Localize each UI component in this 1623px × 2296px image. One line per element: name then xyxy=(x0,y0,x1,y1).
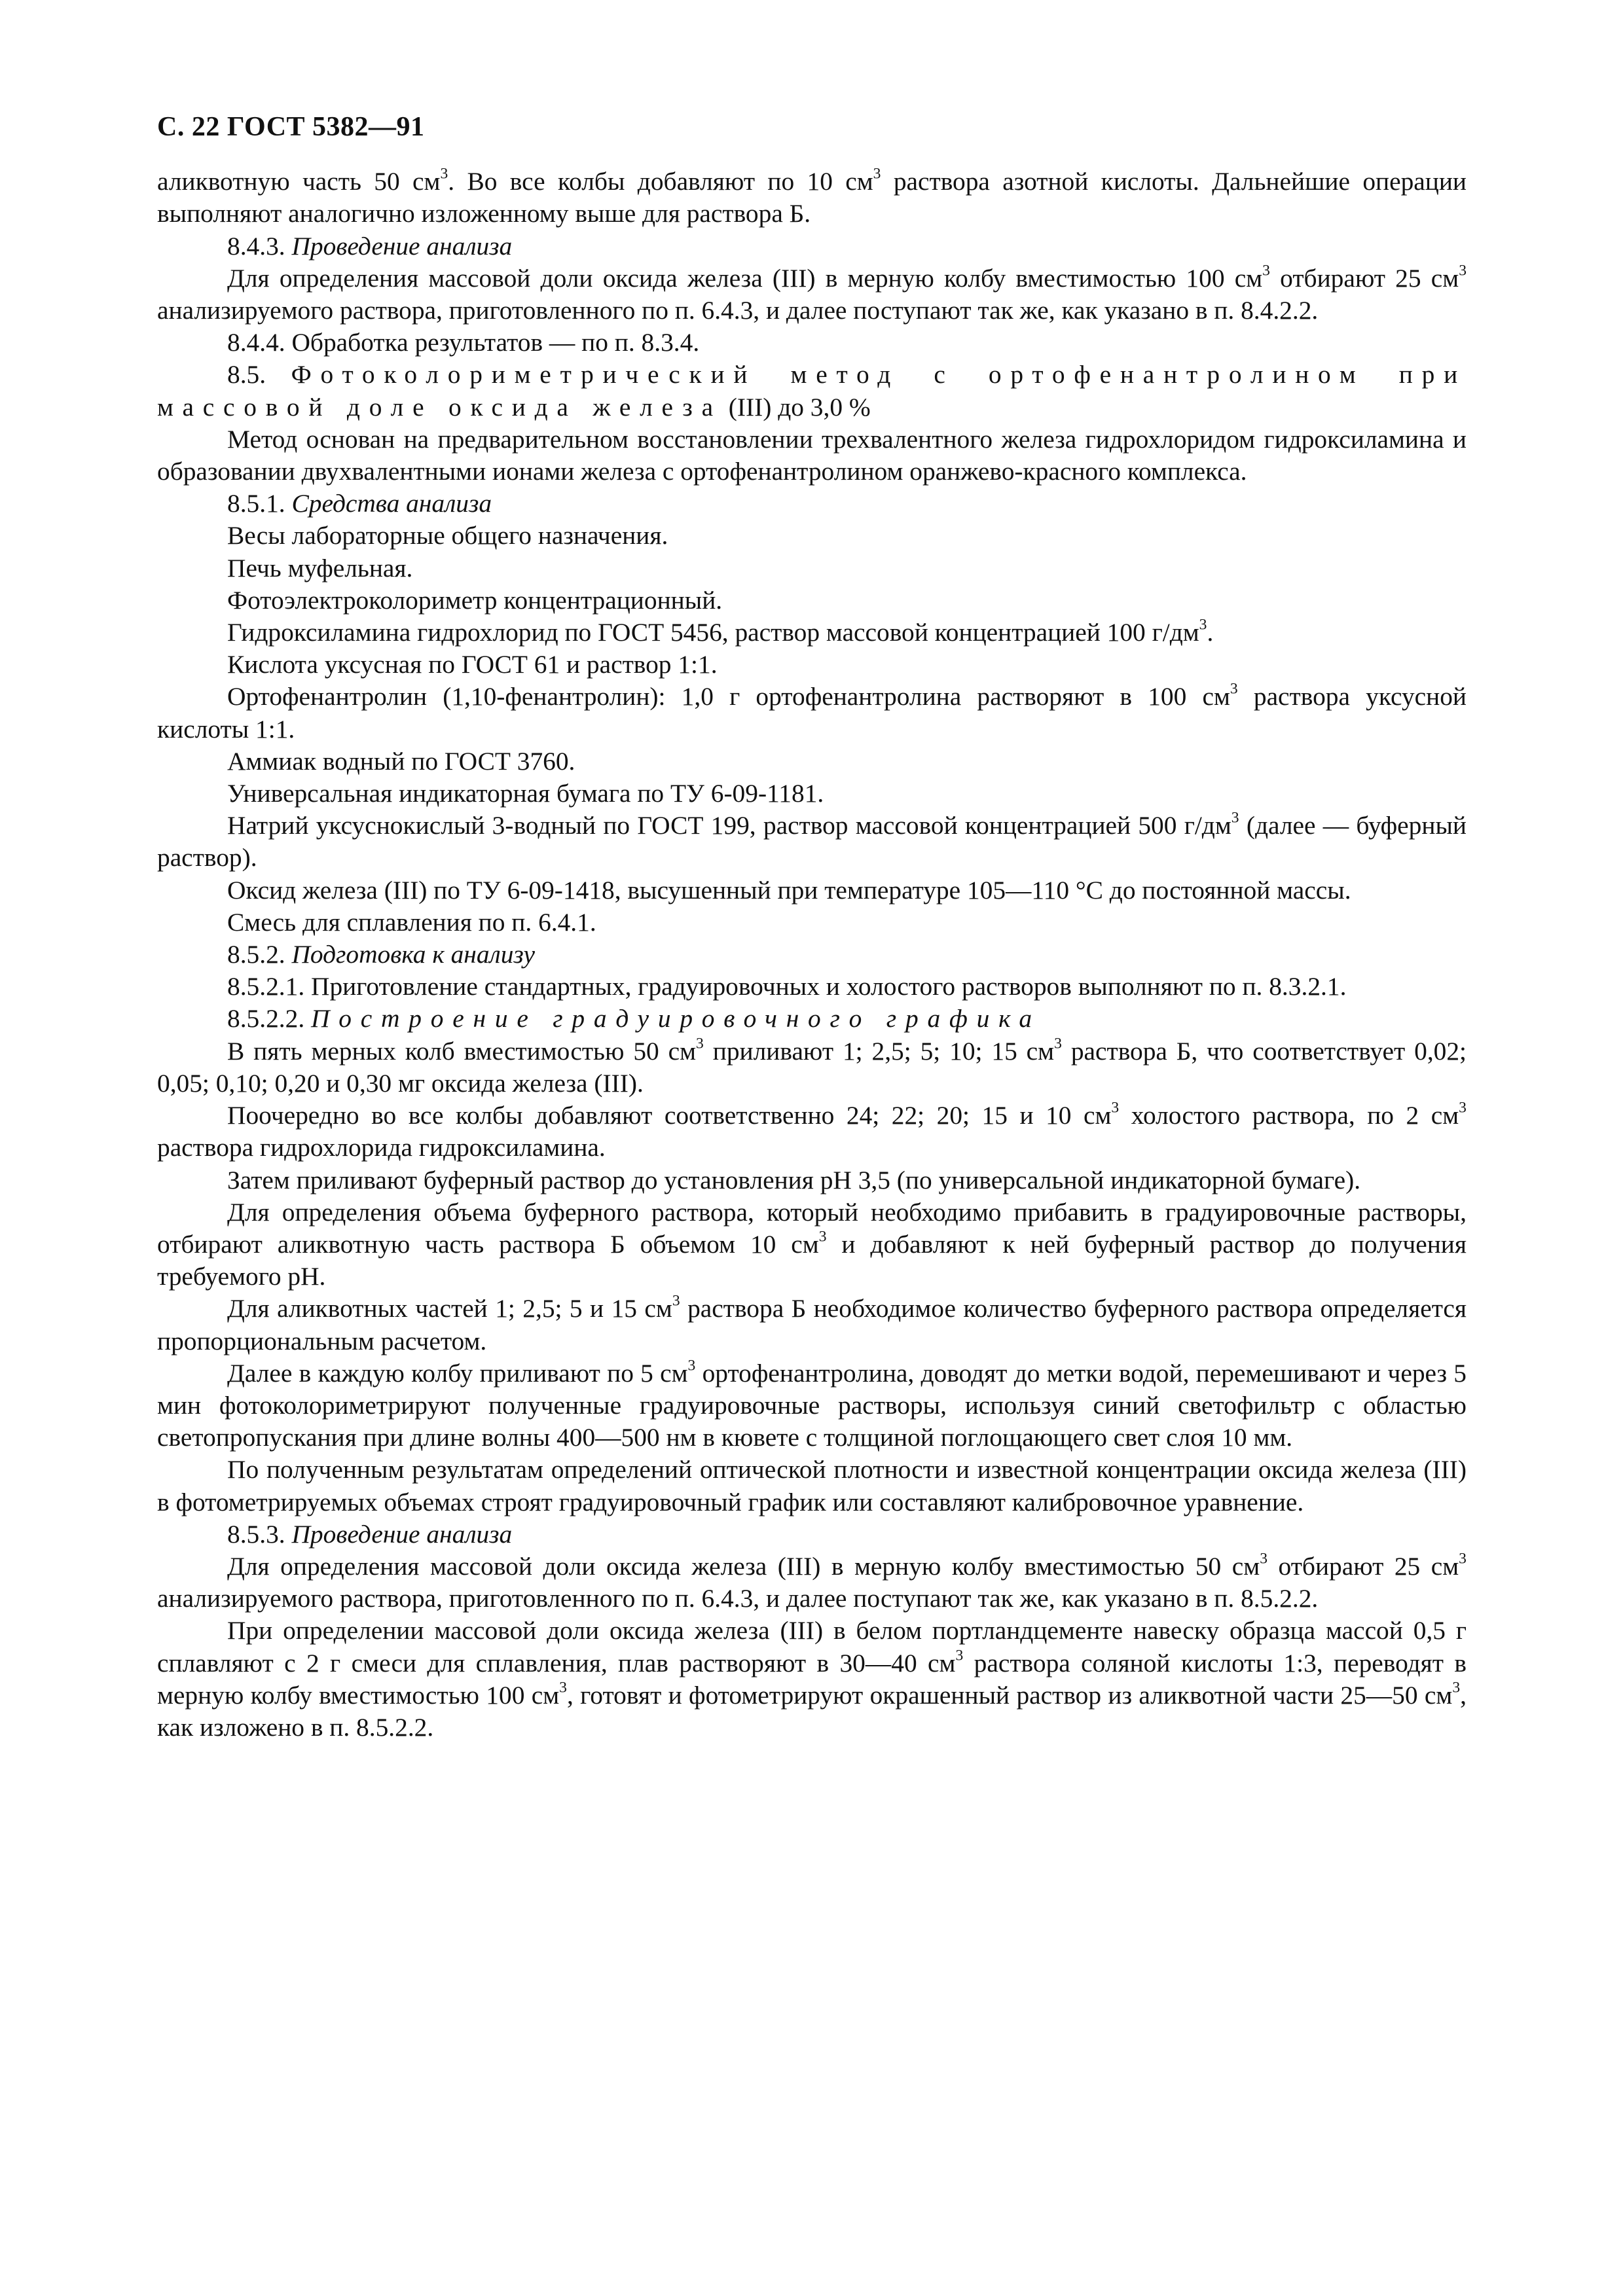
text-run: По полученным результатам определений оптической плотности и известной концентрации оксида железа (III) в фотометрируемых объемах строят градуировочный график или составляют калибровочное уравнение. xyxy=(157,1455,1467,1516)
text-run: аликвотную часть 50 см xyxy=(157,167,441,196)
paragraph xyxy=(157,745,1467,778)
superscript: 3 xyxy=(1230,680,1238,698)
superscript: 3 xyxy=(1111,1099,1120,1117)
italic-heading: Подготовка к анализу xyxy=(291,940,535,969)
paragraph xyxy=(157,1615,1467,1744)
text-run: 8.5.1. xyxy=(227,489,292,518)
text-run: 8.4.4. Обработка результатов — по п. 8.3.4. xyxy=(227,328,700,357)
text-run: 8.4.3. xyxy=(227,231,292,260)
text-run: Кислота уксусная по ГОСТ 61 и раствор 1:1. xyxy=(227,650,718,679)
superscript: 3 xyxy=(1459,1099,1467,1117)
text-run: анализируемого раствора, приготовленного по п. 6.4.3, и далее поступают так же, как указано в п. 8.4.2.2. xyxy=(157,296,1319,325)
superscript: 3 xyxy=(1260,1550,1267,1568)
paragraph xyxy=(157,681,1467,745)
text-run: Далее в каждую колбу приливают по 5 см xyxy=(227,1358,688,1388)
text-run: раствора гидрохлорида гидроксиламина. xyxy=(157,1133,606,1162)
text-run: 8.5.2.2. xyxy=(227,1004,312,1033)
superscript: 3 xyxy=(559,1679,567,1696)
spaced-italic-heading: Построение градуировочного графика xyxy=(311,1004,1041,1033)
document-page xyxy=(157,111,1467,1744)
text-run: Натрий уксуснокислый 3-водный по ГОСТ 199, раствор массовой концентрацией 500 г/дм xyxy=(227,811,1231,840)
text-run: ортофенантролина, доводят до метки водой, перемешивают и через 5 мин фотоколориметрируют полученные градуировочные растворы, используя синий светофильтр с областью светопропускания при длине волны 400—500 нм в кювете с толщиной поглощающего свет слоя 10 мм. xyxy=(157,1358,1467,1452)
text-run: и добавляют к ней буферный раствор до получения требуемого рН. xyxy=(157,1229,1467,1291)
paragraph xyxy=(157,906,1467,939)
text-run: отбирают 25 см xyxy=(1267,1551,1459,1581)
text-run: Весы лабораторные общего назначения. xyxy=(227,521,668,550)
spaced-heading: Фотоколориметрический метод с ортофенантролином при массовой доле оксида железа xyxy=(157,360,1467,422)
text-run: Аммиак водный по ГОСТ 3760. xyxy=(227,746,575,776)
paragraph xyxy=(157,230,1467,262)
text-run: Метод основан на предварительном восстановлении трехвалентного железа гидрохлоридом гидроксиламина и образовании двухвалентными ионами железа с ортофенантролином оранжево-красного комплекса. xyxy=(157,424,1467,486)
paragraph xyxy=(157,810,1467,874)
text-run: холостого раствора, по 2 см xyxy=(1119,1101,1459,1130)
text-run: Гидроксиламина гидрохлорид по ГОСТ 5456, раствор массовой концентрацией 100 г/дм xyxy=(227,618,1199,647)
page-header: С. 22 ГОСТ 5382—91 xyxy=(157,112,425,142)
paragraph xyxy=(157,874,1467,906)
paragraph xyxy=(157,971,1467,1003)
text-run: приливают 1; 2,5; 5; 10; 15 см xyxy=(703,1036,1055,1066)
text-run: Универсальная индикаторная бумага по ТУ 6-09-1181. xyxy=(227,779,824,808)
paragraph xyxy=(157,359,1467,423)
body-text xyxy=(157,166,1467,1744)
paragraph xyxy=(157,1293,1467,1357)
paragraph xyxy=(157,1454,1467,1518)
italic-heading: Средства анализа xyxy=(291,489,492,518)
text-run: Затем приливают буферный раствор до установления рН 3,5 (по универсальной индикаторной бумаге). xyxy=(227,1165,1361,1194)
text-run: При определении массовой доли оксида железа (III) в белом портландцементе навеску образца массой 0,5 г сплавляют с 2 г смеси для сплавления, плав растворяют в 30—40 см xyxy=(157,1616,1467,1677)
paragraph xyxy=(157,1003,1467,1035)
paragraph xyxy=(157,327,1467,359)
paragraph xyxy=(157,520,1467,552)
paragraph xyxy=(157,1518,1467,1551)
superscript: 3 xyxy=(1459,1550,1467,1568)
text-run: Поочередно во все колбы добавляют соответственно 24; 22; 20; 15 и 10 см xyxy=(227,1101,1112,1130)
text-run: 8.5.2.1. Приготовление стандартных, градуировочных и холостого растворов выполняют по п. 8.3.2.1. xyxy=(227,972,1347,1001)
text-run: раствора соляной кислоты 1:3, переводят в мерную колбу вместимостью 100 см xyxy=(157,1648,1467,1710)
paragraph xyxy=(157,262,1467,327)
text-run: Оксид железа (III) по ТУ 6-09-1418, высушенный при температуре 105—110 °С до постоянной массы. xyxy=(227,875,1351,905)
paragraph xyxy=(157,1100,1467,1164)
text-run: раствора Б необходимое количество буферного раствора определяется пропорциональным расчетом. xyxy=(157,1294,1467,1355)
superscript: 3 xyxy=(440,165,448,183)
paragraph xyxy=(157,1196,1467,1293)
superscript: 3 xyxy=(1452,1679,1461,1696)
paragraph xyxy=(157,584,1467,617)
text-run: Для аликвотных частей 1; 2,5; 5 и 15 см xyxy=(227,1294,672,1323)
text-run: раствора уксусной кислоты 1:1. xyxy=(157,682,1467,744)
text-run: 8.5.3. xyxy=(227,1519,292,1549)
paragraph xyxy=(157,1357,1467,1454)
superscript: 3 xyxy=(1199,616,1207,634)
text-run: раствора Б, что соответствует 0,02; 0,05; 0,10; 0,20 и 0,30 мг оксида железа (III). xyxy=(157,1036,1467,1098)
paragraph xyxy=(157,423,1467,488)
superscript: 3 xyxy=(1262,262,1270,279)
text-run: . Во все колбы добавляют по 10 см xyxy=(448,167,873,196)
text-run: В пять мерных колб вместимостью 50 см xyxy=(227,1036,697,1066)
paragraph xyxy=(157,1551,1467,1615)
superscript: 3 xyxy=(687,1357,696,1374)
superscript: 3 xyxy=(1459,262,1467,279)
paragraph xyxy=(157,649,1467,681)
text-run: анализируемого раствора, приготовленного по п. 6.4.3, и далее поступают так же, как указано в п. 8.5.2.2. xyxy=(157,1584,1319,1613)
paragraph xyxy=(157,1035,1467,1100)
text-run: Фотоэлектроколориметр концентрационный. xyxy=(227,585,723,615)
text-run: , готовят и фотометрируют окрашенный раствор из аликвотной части 25—50 см xyxy=(566,1680,1453,1710)
superscript: 3 xyxy=(696,1034,704,1052)
superscript: 3 xyxy=(1231,809,1239,827)
paragraph xyxy=(157,552,1467,584)
text-run: (далее — буферный раствор). xyxy=(157,811,1467,872)
paragraph xyxy=(157,488,1467,520)
superscript: 3 xyxy=(873,165,881,183)
paragraph xyxy=(157,617,1467,649)
text-run: , как изложено в п. 8.5.2.2. xyxy=(157,1680,1467,1742)
text-run: (III) до 3,0 % xyxy=(721,392,871,422)
italic-heading: Проведение анализа xyxy=(291,231,513,260)
text-run: 8.5. xyxy=(227,360,291,389)
paragraph xyxy=(157,166,1467,230)
paragraph xyxy=(157,1164,1467,1196)
text-run: Смесь для сплавления по п. 6.4.1. xyxy=(227,907,596,937)
text-run: Для определения массовой доли оксида железа (III) в мерную колбу вместимостью 50 см xyxy=(227,1551,1260,1581)
text-run: Ортофенантролин (1,10-фенантролин): 1,0 г ортофенантролина растворяют в 100 см xyxy=(227,682,1230,711)
text-run: отбирают 25 см xyxy=(1269,263,1459,293)
italic-heading: Проведение анализа xyxy=(291,1519,513,1549)
superscript: 3 xyxy=(955,1646,964,1664)
superscript: 3 xyxy=(672,1292,680,1310)
text-run: раствора азотной кислоты. Дальнейшие операции выполняют аналогично изложенному выше для раствора Б. xyxy=(157,167,1467,228)
text-run: Печь муфельная. xyxy=(227,553,413,583)
superscript: 3 xyxy=(1054,1034,1062,1052)
paragraph xyxy=(157,939,1467,971)
text-run: Для определения объема буферного раствора, который необходимо прибавить в градуировочные растворы, отбирают аликвотную часть раствора Б объемом 10 см xyxy=(157,1197,1467,1259)
paragraph xyxy=(157,778,1467,810)
text-run: 8.5.2. xyxy=(227,940,292,969)
text-run: Для определения массовой доли оксида железа (III) в мерную колбу вместимостью 100 см xyxy=(227,263,1263,293)
superscript: 3 xyxy=(818,1228,827,1246)
text-run: . xyxy=(1207,618,1214,647)
